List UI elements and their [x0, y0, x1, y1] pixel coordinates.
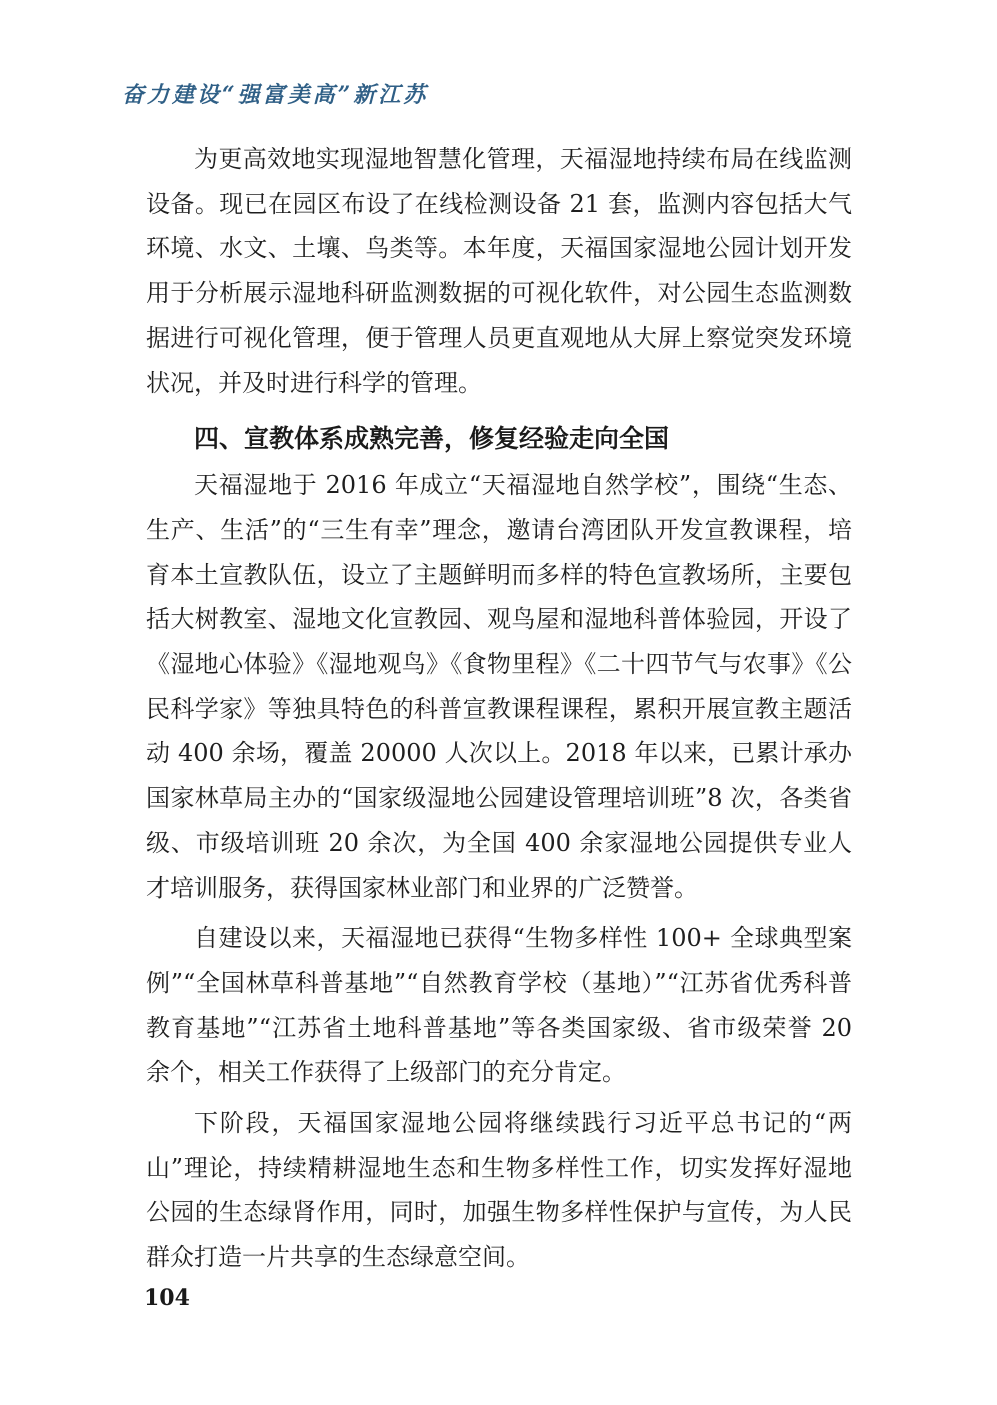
paragraph-next-stage: 下阶段，天福国家湿地公园将继续践行习近平总书记的“两山”理论，持续精耕湿地生态和生物多样性工作，切实发挥好湿地公园的生态绿肾作用，同时，加强生物多样性保护与宣传，为人民群众打造一片共享的生态绿意空间。 [146, 1109, 852, 1272]
page-number: 104 [144, 1285, 190, 1311]
paragraph-monitoring: 为更高效地实现湿地智慧化管理，天福湿地持续布局在线监测设备。现已在园区布设了在线检测设备 21 套，监测内容包括大气环境、水文、土壤、鸟类等。本年度，天福国家湿地公园计划开发用于分析展示湿地科研监测数据的可视化软件，对公园生态监测数据进行可视化管理，便于管理人员更直观地从大屏上察觉突发环境状况，并及时进行科学的管理。 [146, 145, 852, 397]
running-header-title: 奋力建设“强富美高”新江苏 [122, 82, 429, 108]
page-body [146, 137, 852, 1280]
section-heading: 四、宣教体系成熟完善，修复经验走向全国 [194, 424, 670, 454]
paragraph-honors: 自建设以来，天福湿地已获得“生物多样性 100+ 全球典型案例”“全国林草科普基地”“自然教育学校（基地）”“江苏省优秀科普教育基地”“江苏省土地科普基地”等各类国家级、省市级荣誉 20 余个，相关工作获得了上级部门的充分肯定。 [146, 924, 852, 1087]
paragraph-nature-school: 天福湿地于 2016 年成立“天福湿地自然学校”，围绕“生态、生产、生活”的“三生有幸”理念，邀请台湾团队开发宣教课程，培育本土宣教队伍，设立了主题鲜明而多样的特色宣教场所，主要包括大树教室、湿地文化宣教园、观鸟屋和湿地科普体验园，开设了《湿地心体验》《湿地观鸟》《食物里程》《二十四节气与农事》《公民科学家》等独具特色的科普宣教课程课程，累积开展宣教主题活动 400 余场，覆盖 20000 人次以上。2018 年以来，已累计承办国家林草局主办的“国家级湿地公园建设管理培训班”8 次，各类省级、市级培训班 20 余次，为全国 400 余家湿地公园提供专业人才培训服务，获得国家林业部门和业界的广泛赞誉。 [146, 471, 852, 902]
